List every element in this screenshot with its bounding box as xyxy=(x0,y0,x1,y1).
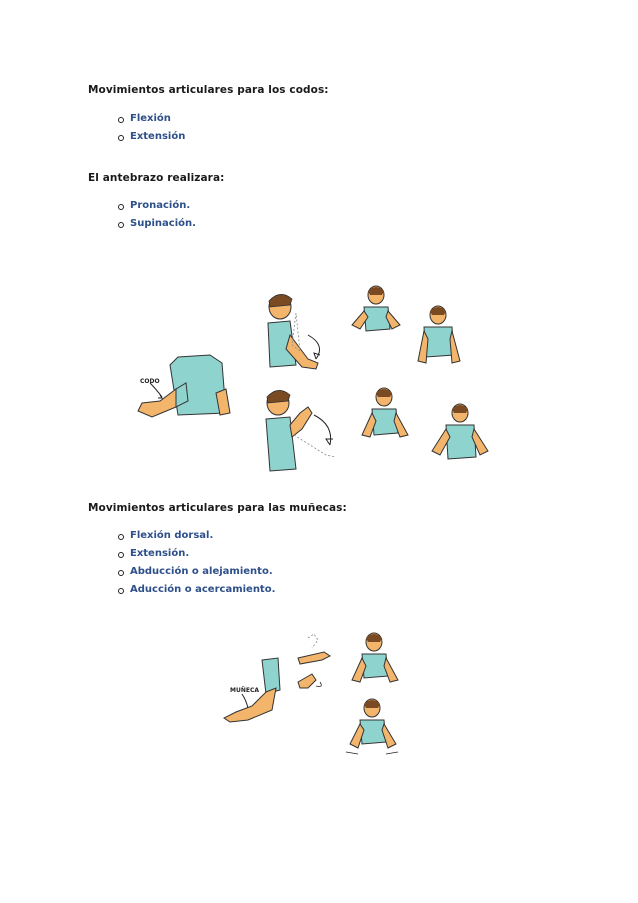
list-item xyxy=(118,128,185,146)
bullet-icon xyxy=(118,117,124,123)
bullet-icon xyxy=(118,204,124,210)
pronation-figure-b xyxy=(362,388,408,437)
list-item xyxy=(118,110,185,128)
bullet-icon xyxy=(118,222,124,228)
heading-antebrazo: El antebrazo realizara: xyxy=(88,172,225,184)
wrist-adduction-figure xyxy=(346,699,398,754)
elbow-label: CODO xyxy=(140,378,160,385)
item-text: Flexión dorsal. xyxy=(130,530,214,541)
bullet-icon xyxy=(118,570,124,576)
torso-elbow-figure xyxy=(138,355,230,417)
elbow-forearm-illustration xyxy=(130,285,510,480)
heading-codos: Movimientos articulares para los codos: xyxy=(88,84,329,96)
supination-figure-b xyxy=(432,404,488,459)
list-item xyxy=(118,527,275,545)
item-text: Extensión xyxy=(130,131,186,142)
bullet-icon xyxy=(118,588,124,594)
item-text: Supinación. xyxy=(130,218,196,229)
bullet-icon xyxy=(118,534,124,540)
supination-figure-a xyxy=(418,306,460,363)
elbow-flexion-figure xyxy=(268,294,320,369)
wrist-illustration xyxy=(218,630,418,760)
list-munecas xyxy=(118,527,275,599)
wrist-label: MUÑECA xyxy=(230,687,260,694)
list-codos xyxy=(118,110,185,146)
bullet-icon xyxy=(118,135,124,141)
item-text: Flexión xyxy=(130,113,171,124)
list-item xyxy=(118,197,196,215)
list-item xyxy=(118,545,275,563)
item-text: Abducción o alejamiento. xyxy=(130,566,273,577)
list-item xyxy=(118,215,196,233)
wrist-flexion-hands xyxy=(298,634,330,688)
wrist-abduction-figure xyxy=(352,633,398,682)
pronation-figure-a xyxy=(352,286,400,331)
list-item xyxy=(118,563,275,581)
list-item xyxy=(118,581,275,599)
heading-munecas: Movimientos articulares para las muñecas: xyxy=(88,502,347,514)
list-antebrazo xyxy=(118,197,196,233)
arm-wrist-figure xyxy=(224,658,280,722)
item-text: Pronación. xyxy=(130,200,191,211)
item-text: Aducción o acercamiento. xyxy=(130,584,276,595)
bullet-icon xyxy=(118,552,124,558)
elbow-extension-figure xyxy=(266,390,336,471)
item-text: Extensión. xyxy=(130,548,190,559)
